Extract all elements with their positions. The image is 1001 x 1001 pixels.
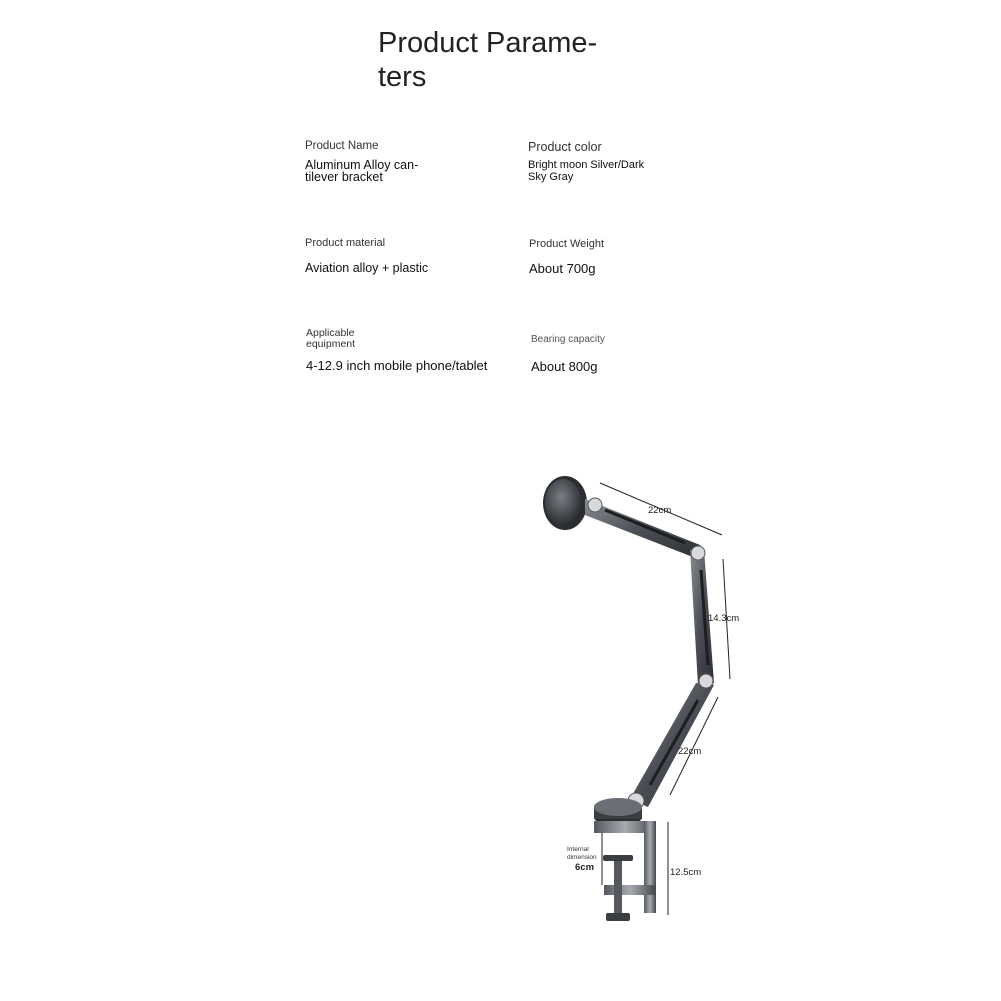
param-value-line-1: Aluminum Alloy can- xyxy=(305,158,419,172)
param-value-line-2: Sky Gray xyxy=(528,171,574,183)
magnetic-mount-disk xyxy=(543,476,587,530)
title-line-2: ters xyxy=(378,61,427,93)
dim-top-arm: 22cm xyxy=(648,505,672,516)
param-value-line-2: tilever bracket xyxy=(305,170,383,184)
param-product-material xyxy=(305,237,505,274)
dim-internal-value: 6cm xyxy=(575,862,595,873)
title-line-1: Product Parame- xyxy=(378,27,598,59)
c-clamp xyxy=(594,821,656,921)
top-arm xyxy=(585,498,700,559)
param-label: Product material xyxy=(305,237,386,249)
lower-arm xyxy=(628,674,714,809)
param-label-line-1: Applicable xyxy=(306,327,355,339)
param-applicable-equipment xyxy=(306,328,526,372)
param-value: About 700g xyxy=(529,261,596,276)
param-value: About 800g xyxy=(531,359,598,374)
param-value: Aviation alloy + plastic xyxy=(305,261,429,275)
param-label: Product color xyxy=(528,140,602,154)
param-label: Product Weight xyxy=(529,238,605,250)
param-product-name xyxy=(305,140,485,183)
dim-lower-arm: 22cm xyxy=(678,746,702,757)
bracket-illustration xyxy=(530,455,760,935)
param-bearing-capacity xyxy=(531,334,711,373)
dim-internal-label-1: Internal xyxy=(567,846,589,853)
param-label: Bearing capacity xyxy=(531,334,605,345)
param-label: Product Name xyxy=(305,140,379,152)
param-label-line-2: equipment xyxy=(306,338,356,350)
param-product-weight xyxy=(529,238,709,275)
page-title xyxy=(378,26,638,94)
dim-vertical-arm: 14.3cm xyxy=(708,613,740,624)
param-product-color xyxy=(528,141,728,183)
dim-internal-label-2: dimension xyxy=(567,854,597,861)
param-value-line-1: Bright moon Silver/Dark xyxy=(528,159,645,171)
dimension-lines xyxy=(600,483,730,915)
dim-clamp-height: 12.5cm xyxy=(670,867,702,878)
param-value: 4-12.9 inch mobile phone/tablet xyxy=(306,358,488,373)
